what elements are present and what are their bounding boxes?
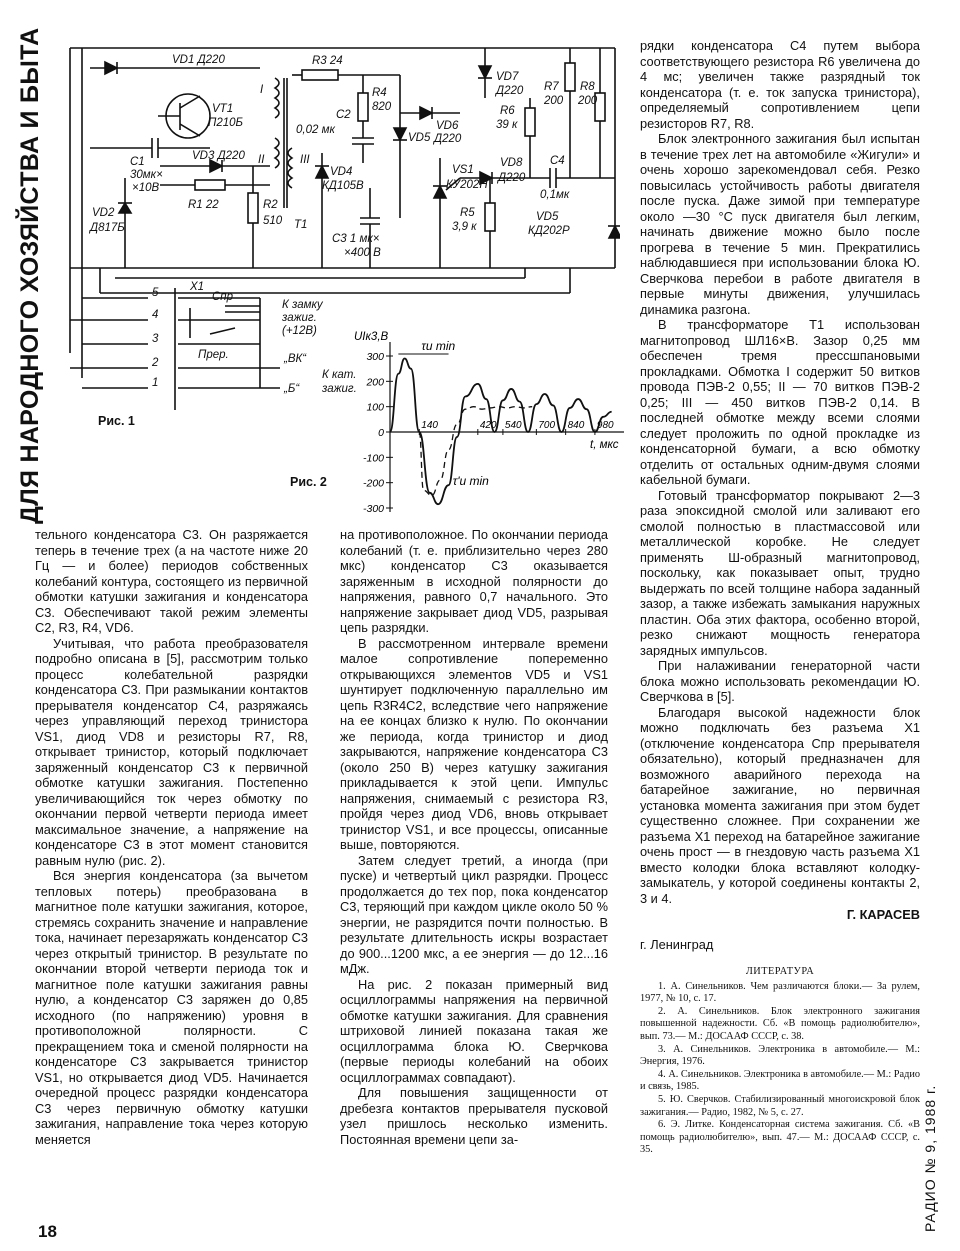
literature-item: 6. Э. Литке. Конденсаторная система зажигания. Сб. «В помощь радиолюбителю», вып. 47.— М.: ДОСААФ СССР, с. 35. [640, 1119, 920, 1156]
r5-label: R5 [460, 207, 475, 219]
c1-voltage-label: ×10В [132, 182, 160, 194]
literature-title: ЛИТЕРАТУРА [745, 966, 815, 977]
y-tick-label: 0 [378, 427, 384, 439]
c1-label: C1 [130, 156, 145, 168]
paragraph: На рис. 2 показан примерный вид осциллограммы напряжения на первичной обмотке катушки зажигания. Для сравнения штриховой линией показана такая же осциллограмма блока Ю. Сверчкова (первые периоды колебаний на обоих осциллограммах совпадают). [340, 976, 608, 1085]
pin-4-label: 4 [152, 309, 159, 321]
r1-label: R1 22 [188, 199, 219, 211]
c2-value-label: 0,02 мк [296, 124, 335, 136]
r6-value-label: 39 к [496, 119, 518, 131]
vt1-type-label: П210Б [208, 117, 244, 129]
y-tick-label: 100 [366, 401, 384, 414]
r5-value-label: 3,9 к [452, 221, 477, 233]
paragraph: В рассмотренном интервале времени малое сопротивление попеременно открывающихся элементов VD5 и VS1 шунтирует подключенную параллельно им цепь R3R4C2, вследствие чего напряжение на ее концах близко к нулю. По окончании же периода, когда тринистор и диод закрываются, напряжение конденсатора C3 (около 250 В) через катушку зажигания прикладывается к этой цепи. Импульс напряжения, снимаемый с резистора R3, пройдя через диод VD6, вновь открывает тринистор VS1, и все процессы, описанные выше, повторяются. [340, 635, 608, 852]
paragraph: Затем следует третий, а иногда (при пуске) и четвертый цикл разрядки. Процесс продолжается до тех пор, пока конденсатор C3, теряющий при каждом цикле около 50 % энергии, не разрядится почти полностью. В результате длительность искры возрастает до 900...1200 мкс, а ее энергия — до 12...16 мДж. [340, 852, 608, 976]
winding-2-label: II [258, 154, 265, 166]
r2-label: R2 [263, 199, 278, 211]
y-tick-label: -300 [362, 503, 384, 515]
x-axis-label: t, мкс [590, 439, 619, 451]
y-tick-label: 200 [366, 376, 384, 389]
paragraph: Блок электронного зажигания был испытан в течение трех лет на автомобиле «Жигули» и очень хорошо зарекомендовал себя. Резко повысилась устойчивость работы двигателя после пуска. Даже зимой при температуре около —30 °С пуск двигателя был легким, начинать движение можно было после прогрева в течение 5 мин. Прекратились наблюдавшиеся при использовании блока Ю. Сверчкова перебои в работе двигателя в первые минуты движения, улучшилась динамика разгона. [640, 131, 920, 317]
r8-label: R8 [580, 81, 595, 93]
c3-label: C3 1 мк× [332, 233, 380, 245]
vs1-label: VS1 [452, 164, 474, 176]
solid-series-line [390, 359, 612, 505]
tau-label: τи min [421, 339, 456, 353]
c2-label: C2 [336, 109, 351, 121]
text-column-3 [640, 38, 920, 1157]
breaker-label: Прер. [198, 349, 229, 361]
pin-5-label: 5 [152, 287, 159, 299]
vd8-type-label: Д220 [498, 172, 526, 184]
c3-voltage-label: ×400 В [344, 247, 381, 259]
vs1-type-label: КУ202Н [446, 179, 488, 191]
to-lock-label: К замку [282, 299, 323, 311]
literature-item: 1. А. Синельников. Чем различаются блоки.— За рулем, 1977, № 10, с. 17. [640, 980, 920, 1005]
literature-item: 2. А. Синельников. Блок электронного зажигания повышенной надежности. Сб. «В помощь радиолюбителю», вып. 73.— М.: ДОСААФ СССР, с. 38. [640, 1005, 920, 1042]
paragraph: Учитывая, что работа преобразователя подробно описана в [5], рассмотрим только процесс колебательной разрядки конденсатора C3. При размыкании контактов прерывателя конденсатор C4, разряжаясь через управляющий переход тринистора VS1, диод VD8 и резисторы R7, R8, открывает тринистор, который подключает заряженный конденсатор C3 к первичной обмотке катушки зажигания. Постепенно увеличивающийся ток через обмотку по окончании первой четверти периода имеет максимальное значение, а напряжение на конденсаторе C3 в этот момент становится равным нулю (рис. 2). [35, 635, 308, 868]
to-coil-label-2: зажиг. [322, 383, 357, 395]
vd4-label: VD4 [330, 166, 353, 178]
paragraph: тельного конденсатора C3. Он разряжается теперь в течение трех (а на частоте ниже 20 Гц — и более) периодов собственных колебаний контура, состоящего из первичной обмотки катушки зажигания и конденсатора C3. Обеспечивают такой режим элементы C2, R3, R4, VD6. [35, 527, 308, 635]
paragraph: При налаживании генераторной части блока можно использовать рекомендации Ю. Сверчкова в [5]. [640, 658, 920, 704]
paragraph: Благодаря высокой надежности блок можно подключать без разъема X1 (отключение конденсатора Спр прерывателя обязательно), который предназначен для возможного аварийного перехода на батарейное зажигание, но первичная установка момента зажигания при этом будет существенно сложнее. При сохранении же разъема X1 переход на батарейное зажигание очень прост — в гнездовую часть разъема X1 вместо колодки блока вставляют колодку-замыкатель, у которой соединены контакты 2, 3 и 4. [640, 704, 920, 906]
r6-label: R6 [500, 105, 515, 117]
vd7-label: VD7 [496, 71, 519, 83]
paragraph: В трансформаторе Т1 использован магнитопровод ШЛ16×В. Зазор 0,25 мм обеспечен тремя прессшпановыми прокладками. Обмотка I содержит 50 витков провода ПЭВ-2 0,55; II — 70 витков ПЭВ-2 0,25; III — 450 витков ПЭВ-2 0,14. В последней обмотке между всеми слоями следует проложить по одной прокладке из конденсаторной бумаги, а всю обмотку отделить от остальных одним-двумя слоями кабельной бумаги. [640, 317, 920, 487]
page-number: 18 [38, 1222, 57, 1241]
r7-value-label: 200 [544, 95, 564, 107]
pin-2-label: 2 [152, 357, 159, 369]
literature-item: 4. А. Синельников. Электроника в автомобиле.— М.: Радио и связь, 1985. [640, 1068, 920, 1093]
x-tick-label: 420 [479, 420, 497, 431]
to-lock-label-2: зажиг. [282, 312, 317, 324]
vd5-type-label: КД202Р [528, 225, 570, 237]
r3-label: R3 24 [312, 55, 343, 67]
b-terminal-label: „Б“ [284, 383, 300, 395]
x-tick-label: 980 [596, 420, 614, 431]
literature-list [640, 966, 920, 1157]
x-tick-label: 140 [421, 420, 438, 431]
literature-item: 5. Ю. Сверчков. Стабилизированный многоискровой блок зажигания.— Радио, 1982, № 5, с. 27. [640, 1093, 920, 1118]
y-tick-label: -200 [362, 477, 384, 490]
cpr-label: Cпр [212, 291, 234, 303]
r4-label: R4 [372, 87, 387, 99]
paragraph: Для повышения защищенности от дребезга контактов прерывателя пусковой узел пришлось несколько изменить. Постоянная времени цепи за- [340, 1085, 608, 1147]
literature-item: 3. А. Синельников. Электроника в автомобиле.— М.: Энергия, 1976. [640, 1043, 920, 1068]
r2-value-label: 510 [263, 215, 283, 227]
tau-prime-label: τ'и min [452, 474, 489, 489]
figure-2-caption: Рис. 2 [290, 475, 327, 489]
journal-issue-vertical: РАДИО № 9, 1988 г. [922, 1084, 938, 1232]
oscillogram-chart [340, 328, 630, 518]
vk-terminal-label: „ВК“ [284, 353, 307, 365]
winding-1-label: I [260, 84, 264, 96]
vt1-label: VT1 [212, 103, 234, 115]
vd6-type-label: Д220 [434, 133, 462, 145]
c4-label: C4 [550, 155, 565, 167]
vd6-label: VD6 [436, 120, 459, 132]
paragraph: Вся энергия конденсатора (за вычетом тепловых потерь) преобразована в магнитное поле катушки зажигания, которое, стремясь сохранить значение и направление тока, начинает перезаряжать конденсатор C3 через открытый тринистор. В результате по окончании второй четверти периода ток и магнитное поле катушки зажигания равны нулю, а конденсатор C3 заряжен до 0,85 исходного (по напряжению) уровня в противоположной полярности. С прекращением тока и сменой полярности на конденсаторе C3 закрывается тринистор VS1, но открывается диод VD5. Начинается очередной процесс разрядки конденсатора C3 через первичную обмотку катушки зажигания, направление тока через которую меняется [35, 868, 308, 1147]
winding-3-label: III [300, 154, 310, 166]
vd1-label: VD1 Д220 [172, 54, 225, 66]
vd2-label: VD2 [92, 207, 115, 219]
vd7-type-label: Д220 [496, 85, 524, 97]
paragraph: на противоположное. По окончании периода колебаний (т. е. приблизительно через 280 мкс) конденсатор C3 оказывается заряженным в исходной полярности до напряжения, равного 0,7 начального. Это напряжение закрывает диод VD5, разрывая цепь разрядки. [340, 527, 608, 635]
r7-label: R7 [544, 81, 559, 93]
x-tick-label: 540 [504, 420, 522, 431]
vd5-mid-label: VD5 [408, 132, 431, 144]
author-name: Г. КАРАСЕВ [846, 907, 920, 922]
r4-value-label: 820 [372, 101, 392, 113]
figure-1-caption: Рис. 1 [98, 414, 135, 428]
vd3-label: VD3 Д220 [192, 150, 245, 162]
city: г. Ленинград [640, 936, 714, 952]
c4-value-label: 0,1мк [540, 189, 570, 201]
x-tick-label: 700 [538, 420, 556, 431]
to-coil-label: К кат. [322, 369, 357, 381]
y-axis-label: UIк3,В [354, 331, 389, 343]
section-header-vertical: ДЛЯ НАРОДНОГО ХОЗЯЙСТВА И БЫТА [16, 27, 44, 524]
to-lock-label-3: (+12В) [282, 325, 317, 337]
vd2-type-label: Д817Б [90, 222, 125, 234]
y-tick-label: -100 [362, 452, 384, 465]
t1-label: T1 [294, 219, 308, 231]
x1-label: X1 [190, 281, 205, 293]
pin-1-label: 1 [152, 377, 159, 389]
paragraph: Готовый трансформатор покрывают 2—3 раза эпоксидной смолой или заливают его смолой полностью в пластмассовой или металлической коробке. Не следует применять Ш-образный магнитопровод, поскольку, как показывает опыт, трудно выдержать по всей толщине набора заданный зазор, а также избежать замыкания наружных пластин. Оба этих фактора, особенно второй, резко снижают мощность генератора зарядных импульсов. [640, 487, 920, 658]
text-column-1 [35, 527, 308, 1147]
pin-3-label: 3 [152, 333, 159, 345]
c1-value-label: 30мк× [130, 169, 163, 181]
paragraph: рядки конденсатора C4 путем выбора соответствующего резистора R6 увеличена до 4 мс; увеличен также разрядный ток конденсатора (т. е. ток запуска тринистора), определяемый сопротивлением цепи резисторов R7, R8. [640, 38, 920, 131]
vd5-label: VD5 [536, 211, 559, 223]
vd4-type-label: КД105В [322, 180, 364, 192]
x-tick-label: 840 [567, 420, 585, 431]
r8-value-label: 200 [578, 95, 598, 107]
vd8-label: VD8 [500, 157, 523, 169]
y-tick-label: 300 [366, 351, 384, 363]
text-column-2 [340, 527, 608, 1147]
